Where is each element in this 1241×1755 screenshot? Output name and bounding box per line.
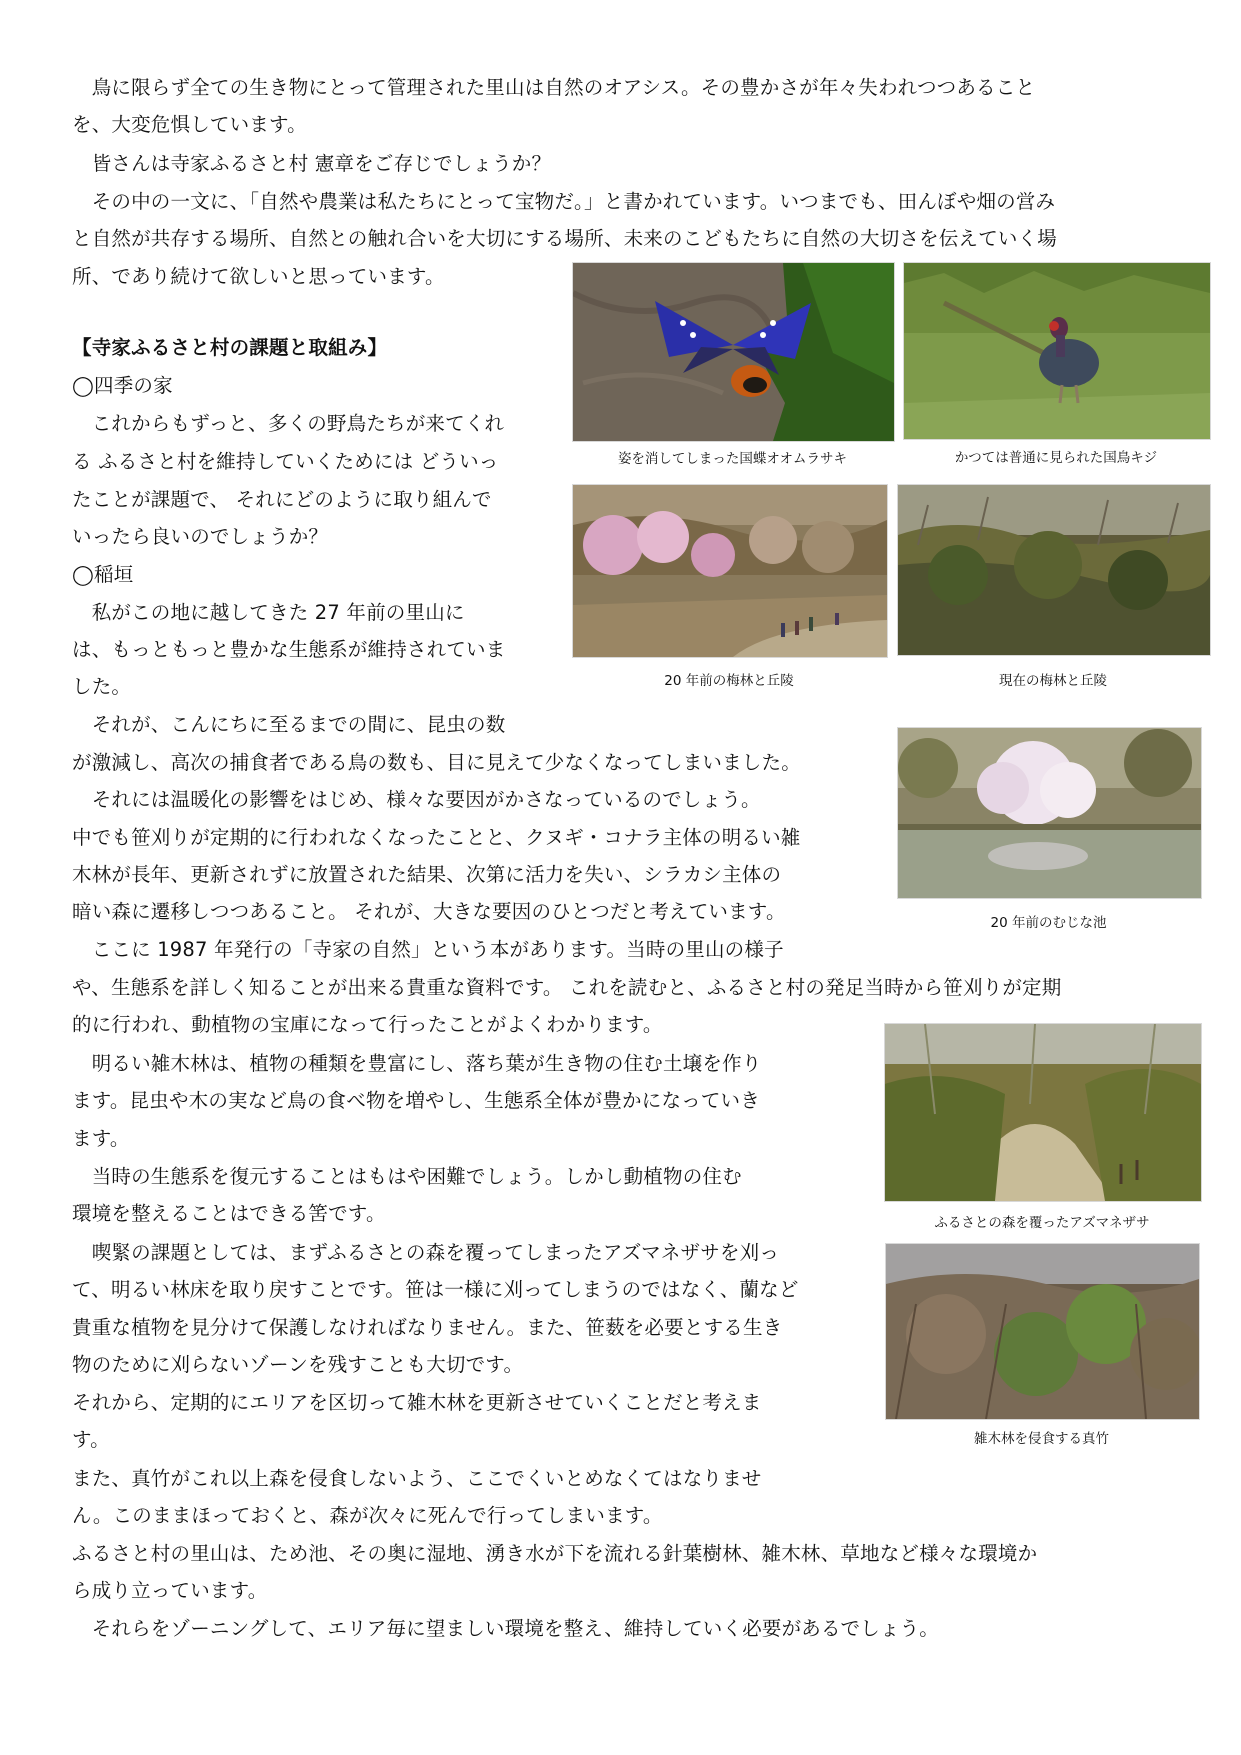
text-line: 的に行われ、動植物の宝庫になって行ったことがよくわかります。 — [72, 1013, 663, 1036]
text-line: ます。昆虫や木の実など鳥の食べ物を増やし、生態系全体が豊かになっていき — [72, 1089, 760, 1112]
text-line: それから、定期的にエリアを区切って雑木林を更新させていくことだと考えま — [72, 1391, 762, 1414]
plum-grove-past-photo — [572, 484, 888, 658]
text-line: 貴重な植物を見分けて保護しなければなりません。また、笹薮を必要とする生き — [72, 1316, 783, 1339]
speaker-heading: ◯四季の家 — [72, 374, 173, 397]
text-line: いったら良いのでしょうか？ — [72, 525, 329, 548]
text-line: ここに 1987 年発行の「寺家の自然」という本があります。当時の里山の様子 — [72, 938, 784, 961]
text-line: その中の一文に、「自然や農業は私たちにとって宝物だ。」と書かれています。いつまでも、田んぼや畑の営み — [72, 190, 1056, 213]
photo-caption: 姿を消してしまった国蝶オオムラサキ — [617, 451, 848, 467]
photo-caption: 現在の梅林と丘陵 — [999, 673, 1107, 689]
photo-caption: 20 年前のむじな池 — [990, 915, 1107, 931]
plum-grove-now-photo — [897, 484, 1211, 656]
text-line: それには温暖化の影響をはじめ、様々な要因がかさなっているのでしょう。 — [72, 788, 761, 811]
pond-photo — [897, 727, 1202, 899]
text-line: が激減し、高次の捕食者である鳥の数も、目に見えて少なくなってしまいました。 — [72, 751, 801, 774]
text-line: て、明るい林床を取り戻すことです。笹は一様に刈ってしまうのではなく、蘭など — [72, 1278, 799, 1301]
text-line: 明るい雑木林は、植物の種類を豊富にし、落ち葉が生き物の住む土壌を作り — [72, 1052, 762, 1075]
text-line: 暗い森に遷移しつつあること。 それが、大きな要因のひとつだと考えています。 — [72, 900, 786, 923]
text-line: たことが課題で、 それにどのように取り組んで — [72, 488, 492, 511]
bamboo-grass-photo — [884, 1023, 1202, 1202]
text-line: 喫緊の課題としては、まずふるさとの森を覆ってしまったアズマネザサを刈っ — [72, 1241, 780, 1264]
text-line: と自然が共存する場所、自然との触れ合いを大切にする場所、未来のこどもたちに自然の大切さを伝えていく場 — [72, 227, 1058, 250]
text-line: ます。 — [72, 1127, 130, 1150]
text-line: ん。このままほっておくと、森が次々に死んで行ってしまいます。 — [72, 1504, 663, 1527]
text-line: 木林が長年、更新されずに放置された結果、次第に活力を失い、シラカシ主体の — [72, 863, 782, 886]
text-line: 所、であり続けて欲しいと思っています。 — [72, 265, 445, 288]
photo-caption: ふるさとの森を覆ったアズマネザサ — [934, 1215, 1150, 1231]
text-line: ふるさと村の里山は、ため池、その奥に湿地、湧き水が下を流れる針葉樹林、雑木林、草地など様々な環境か — [72, 1542, 1038, 1565]
text-line: それが、こんにちに至るまでの間に、昆虫の数 — [72, 713, 506, 736]
text-line: は、もっともっと豊かな生態系が維持されていま — [72, 638, 506, 661]
text-line: これからもずっと、多くの野鳥たちが来てくれ — [72, 412, 505, 435]
text-line: 皆さんは寺家ふるさと村 憲章をご存じでしょうか？ — [72, 152, 552, 175]
pheasant-photo — [903, 262, 1211, 440]
text-line: す。 — [72, 1428, 110, 1451]
photo-caption: 雑木林を侵食する真竹 — [974, 1431, 1109, 1447]
text-line: ら成り立っています。 — [72, 1579, 268, 1602]
butterfly-photo — [572, 262, 895, 442]
text-line: 物のために刈らないゾーンを残すことも大切です。 — [72, 1353, 524, 1376]
text-line: また、真竹がこれ以上森を侵食しないよう、ここでくいとめなくてはなりませ — [72, 1467, 762, 1490]
bamboo-invasion-photo — [885, 1243, 1200, 1420]
text-line: 鳥に限らず全ての生き物にとって管理された里山は自然のオアシス。その豊かさが年々失われつつあること — [72, 76, 1036, 99]
speaker-heading: ◯稲垣 — [72, 563, 134, 586]
text-line: や、生態系を詳しく知ることが出来る貴重な資料です。 これを読むと、ふるさと村の発足当時から笹刈りが定期 — [72, 976, 1062, 999]
text-line: それらをゾーニングして、エリア毎に望ましい環境を整え、維持していく必要があるでしょう。 — [72, 1617, 939, 1640]
text-line: 中でも笹刈りが定期的に行われなくなったことと、クヌギ・コナラ主体の明るい雑 — [72, 826, 801, 849]
text-line: 環境を整えることはできる筈です。 — [72, 1202, 386, 1225]
section-heading: 【寺家ふるさと村の課題と取組み】 — [72, 336, 388, 359]
text-line: した。 — [72, 675, 132, 698]
photo-caption: 20 年前の梅林と丘陵 — [664, 673, 794, 689]
text-line: 私がこの地に越してきた 27 年前の里山に — [72, 601, 465, 624]
text-line: 当時の生態系を復元することはもはや困難でしょう。しかし動植物の住む — [72, 1165, 742, 1188]
text-line: を、大変危惧しています。 — [72, 113, 307, 136]
photo-caption: かつては普通に見られた国鳥キジ — [954, 450, 1158, 466]
text-line: る ふるさと村を維持していくためには どういっ — [72, 450, 499, 473]
